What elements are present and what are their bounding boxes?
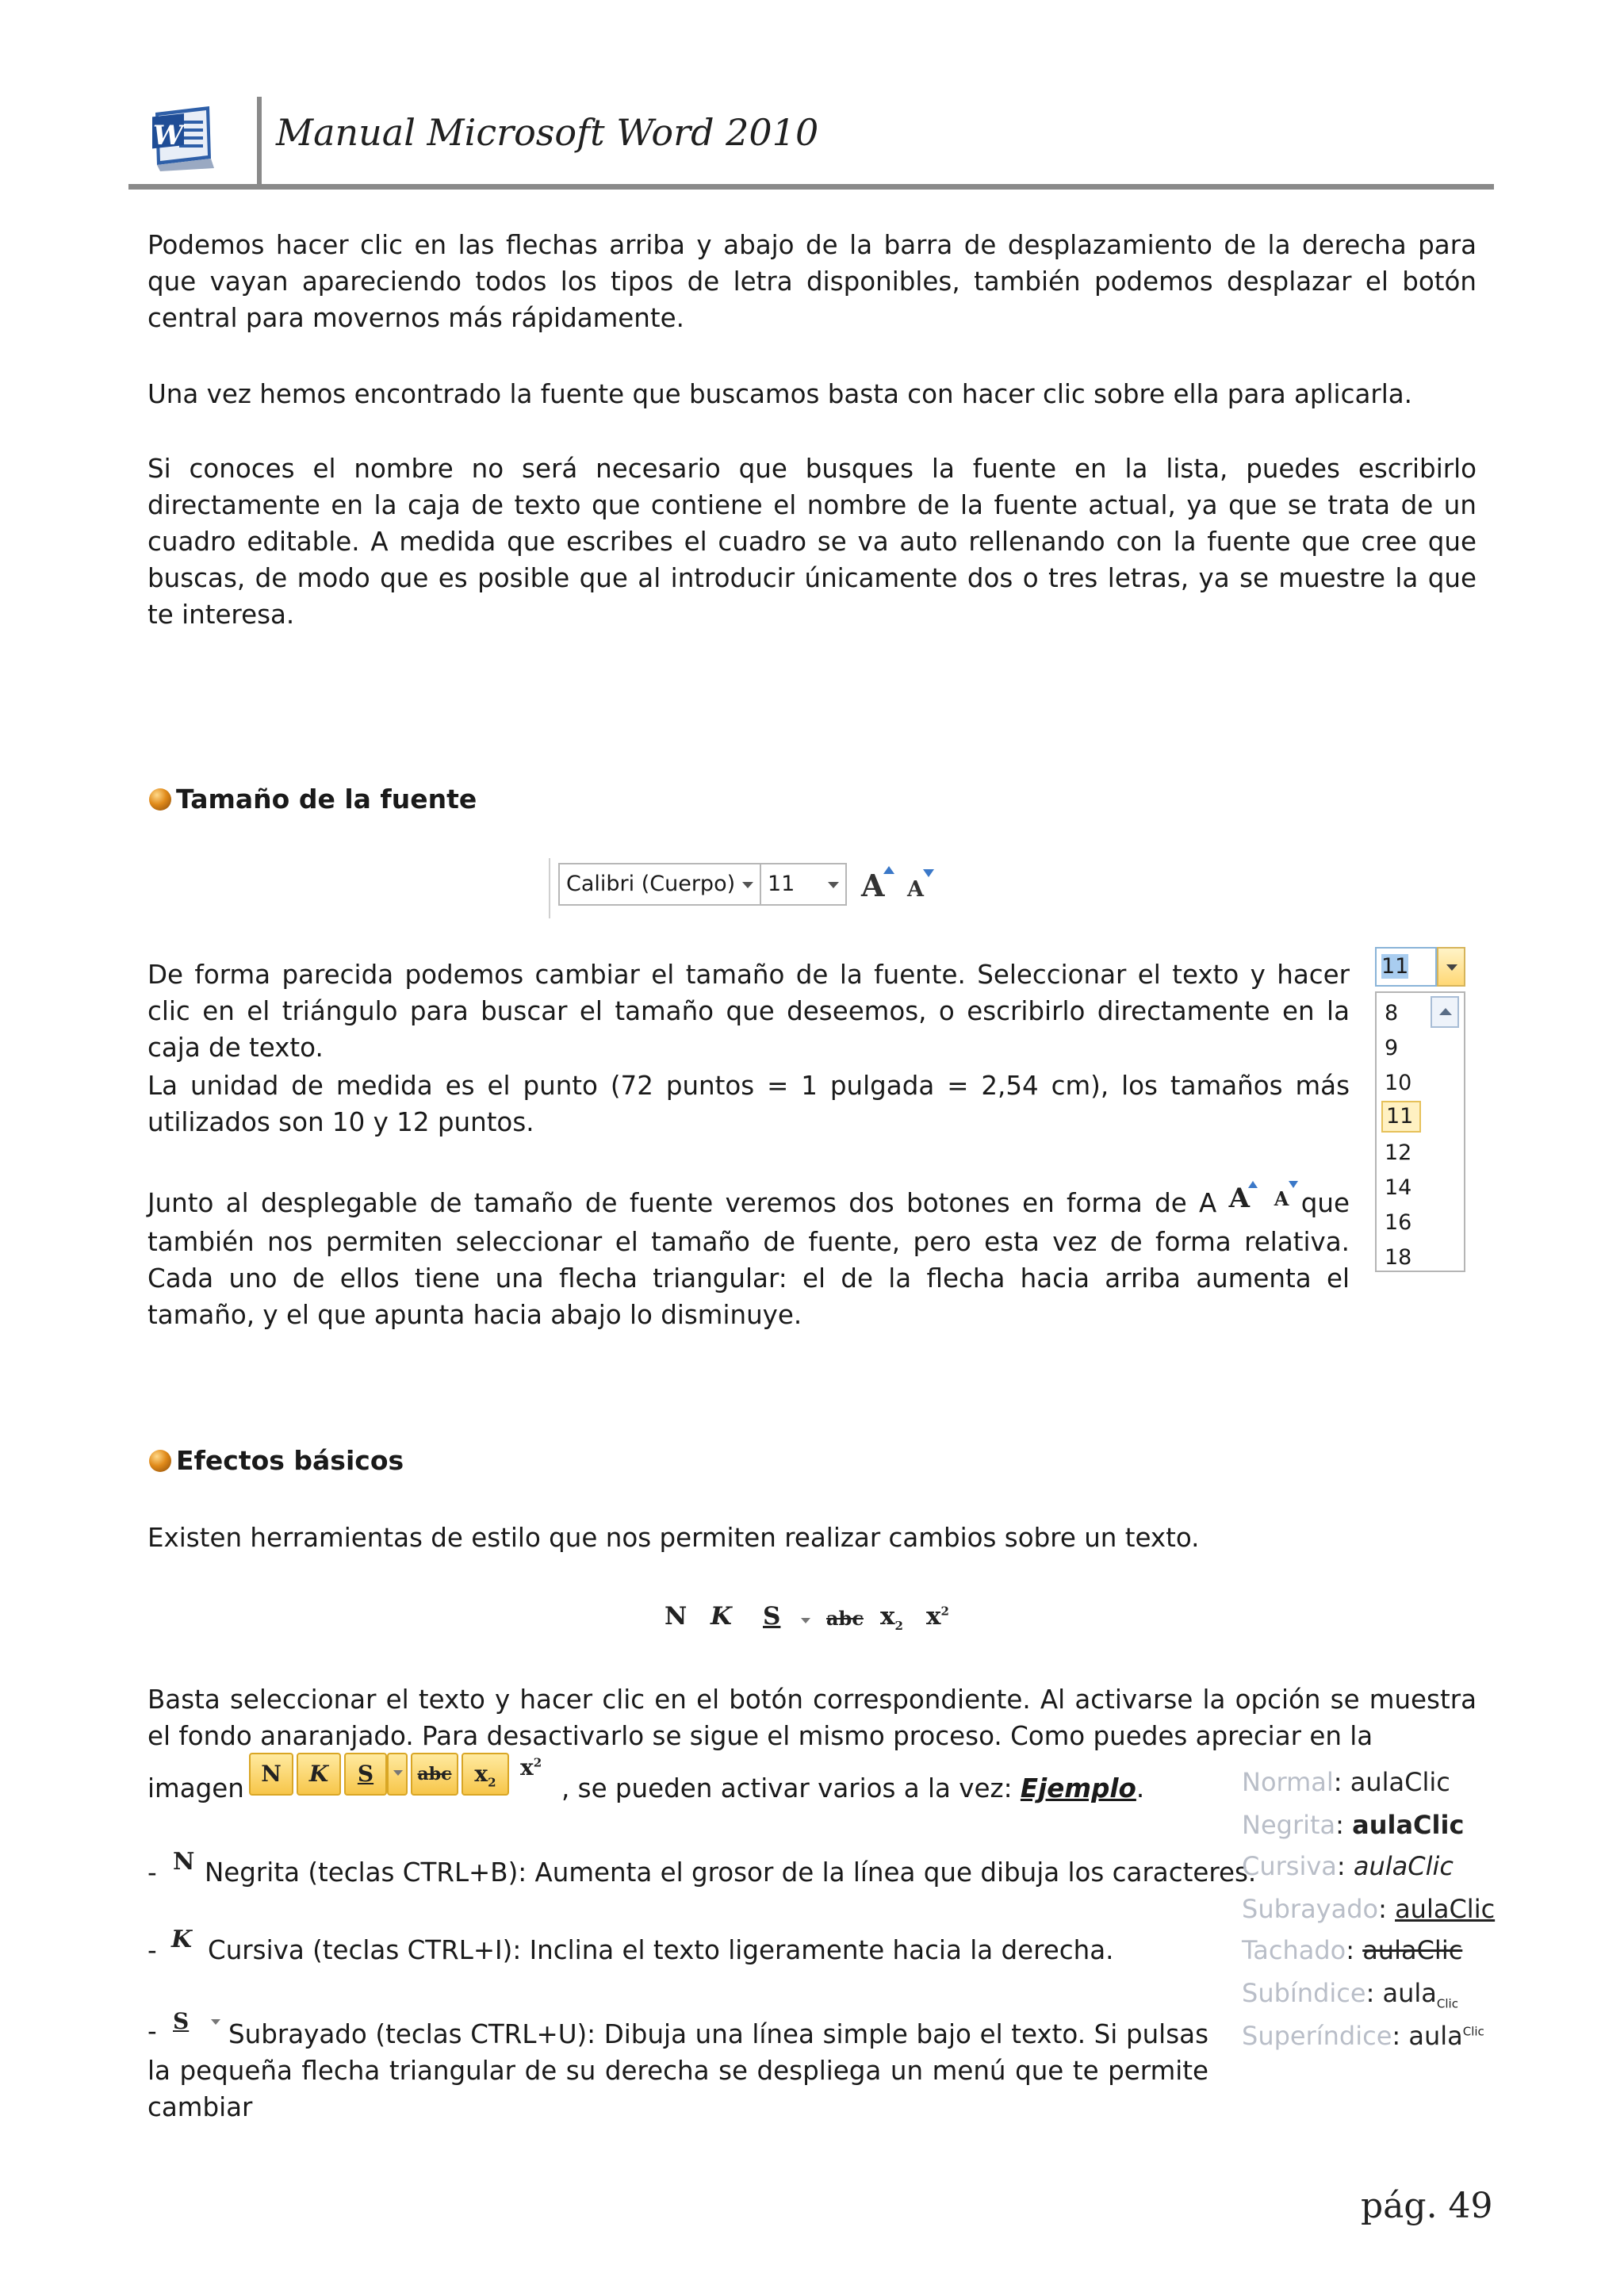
example-label: Normal xyxy=(1242,1767,1334,1797)
chevron-down-icon[interactable] xyxy=(742,882,753,888)
font-size-toolbar xyxy=(558,863,944,910)
example-sep: : xyxy=(1392,2021,1401,2051)
strikethrough-button[interactable]: abc xyxy=(826,1607,864,1630)
example-label: Tachado xyxy=(1242,1935,1346,1965)
example-italic xyxy=(1242,1851,1454,1881)
size-section-heading: Tamaño de la fuente xyxy=(176,784,477,815)
imagen-word: imagen xyxy=(147,1773,244,1803)
subscript-x: x xyxy=(880,1602,895,1631)
example-label: Subíndice xyxy=(1242,1978,1366,2008)
scroll-up-icon[interactable] xyxy=(1431,996,1459,1028)
intro-paragraph-2: Una vez hemos encontrado la fuente que buscamos basta con hacer clic sobre ella para aplicarla. xyxy=(147,379,1412,409)
logo-letter: W xyxy=(152,120,184,151)
example-value: aulaClic xyxy=(1395,1894,1496,1924)
subscript-button-active[interactable] xyxy=(462,1753,509,1796)
example-sep: : xyxy=(1335,1810,1344,1840)
size-list-panel xyxy=(1375,991,1465,1272)
chevron-down-icon[interactable] xyxy=(801,1618,810,1623)
strikethrough-button-active[interactable]: abc xyxy=(411,1753,458,1796)
size-p3-after: que también nos permiten seleccionar el tamaño de fuente, pero esta vez de forma relativa. Cada uno de ellos tiene una flecha triangular: el de la flecha hacia arriba aumenta el tamaño, y el que apunta hacia abajo lo disminuye. xyxy=(147,1188,1350,1330)
arrow-down-icon xyxy=(923,869,934,879)
size-p3-before: Junto al desplegable de tamaño de fuente veremos dos botones en forma de A xyxy=(147,1188,1217,1218)
size-paragraph-1: De forma parecida podemos cambiar el tamaño de la fuente. Seleccionar el texto y hacer clic en el triángulo para buscar el tamaño que deseemos, o escribirlo directamente en la caja de texto. xyxy=(147,960,1350,1063)
header-divider xyxy=(257,97,262,186)
size-option[interactable]: 14 xyxy=(1385,1175,1412,1200)
word-logo-icon xyxy=(147,102,224,171)
superscript-button[interactable] xyxy=(926,1602,949,1631)
example-value: aulaClic xyxy=(1353,1851,1454,1881)
italic-button-active[interactable]: K xyxy=(297,1753,341,1796)
shrink-font-icon xyxy=(1274,1187,1289,1210)
size-option[interactable]: 8 xyxy=(1385,1001,1399,1025)
example-label: Negrita xyxy=(1242,1810,1336,1840)
example-underline xyxy=(1242,1894,1495,1924)
size-paragraph-2: La unidad de medida es el punto (72 puntos = 1 pulgada = 2,54 cm), los tamaños más utilizados son 10 y 12 puntos. xyxy=(147,1071,1350,1137)
intro-paragraph-3: Si conoces el nombre no será necesario que busques la fuente en la lista, puedes escribirlo directamente en la caja de texto que contiene el nombre de la fuente actual, ya que se trata de un cuadro editable. A medida que escribes el cuadro se va auto rellenando con la fuente que cree que buscas, de modo que es posible que al introducir únicamente dos o tres letras, ya se muestre la que te interesa. xyxy=(147,454,1477,630)
size-paragraph-3 xyxy=(147,1182,1350,1333)
bullet-icon xyxy=(149,788,171,811)
effects-p2-end: . xyxy=(1136,1773,1145,1803)
example-script: Clic xyxy=(1462,2024,1484,2039)
example-value: aulaClic xyxy=(1362,1935,1463,1965)
example-normal xyxy=(1242,1767,1450,1797)
effects-section-heading: Efectos básicos xyxy=(176,1445,404,1476)
italic-icon: K xyxy=(171,1926,193,1953)
inline-grow-letter: A xyxy=(1228,1182,1251,1214)
size-option[interactable]: 16 xyxy=(1385,1210,1412,1235)
example-sep: : xyxy=(1336,1851,1346,1881)
grow-font-icon xyxy=(1229,1182,1250,1214)
font-size-dropdown[interactable] xyxy=(760,863,847,906)
italic-item-prefix: - xyxy=(147,1935,157,1965)
size-list-input[interactable] xyxy=(1375,947,1437,987)
italic-button[interactable]: K xyxy=(710,1602,732,1631)
underline-dropdown-active[interactable] xyxy=(387,1753,408,1796)
size-list-value: 11 xyxy=(1381,954,1409,979)
subscript-x: x xyxy=(474,1761,488,1787)
size-option[interactable]: 10 xyxy=(1385,1071,1412,1095)
bullet-icon xyxy=(149,1450,171,1472)
superscript-x: x xyxy=(520,1754,534,1780)
font-size-list xyxy=(1375,947,1465,1272)
size-option-selected[interactable]: 11 xyxy=(1381,1101,1421,1133)
underline-button[interactable]: S xyxy=(763,1602,781,1631)
underline-icon: S xyxy=(173,2008,190,2034)
superscript-x: x xyxy=(926,1602,941,1631)
page-number: pág. 49 xyxy=(1361,2186,1493,2226)
example-sep: : xyxy=(1378,1894,1387,1924)
effects-paragraph-2: Basta seleccionar el texto y hacer clic en el botón correspondiente. Al activarse la opción se muestra el fondo anaranjado. Para desactivarlo se sigue el mismo proceso. Como puedes apreciar en la xyxy=(147,1685,1477,1751)
subscript-mark: 2 xyxy=(894,1619,903,1634)
underline-item-text: Subrayado (teclas CTRL+U): Dibuja una línea simple bajo el texto. Si pulsas la pequeña flecha triangular de su derecha se despliega un menú que te permite cambiar xyxy=(147,2019,1208,2122)
example-value: aulaClic xyxy=(1350,1767,1450,1797)
effects-paragraph-1: Existen herramientas de estilo que nos permiten realizar cambios sobre un texto. xyxy=(147,1523,1200,1553)
bold-button-active[interactable]: N xyxy=(249,1753,293,1796)
example-value: aulaClic xyxy=(1352,1810,1465,1840)
superscript-mark: 2 xyxy=(940,1604,949,1619)
bold-item-text: Negrita (teclas CTRL+B): Aumenta el grosor de la línea que dibuja los caracteres. xyxy=(205,1857,1257,1888)
example-sep: : xyxy=(1333,1767,1342,1797)
example-label: Cursiva xyxy=(1242,1851,1337,1881)
example-bold xyxy=(1242,1810,1464,1840)
font-size-value: 11 xyxy=(768,872,795,896)
chevron-down-icon[interactable] xyxy=(828,882,839,888)
example-value: aula xyxy=(1382,1978,1437,2008)
example-subscript xyxy=(1242,1978,1458,2010)
toolbar-separator xyxy=(549,858,550,918)
superscript-button[interactable] xyxy=(520,1754,542,1780)
grow-font-icon: A xyxy=(861,868,885,903)
chevron-down-icon xyxy=(393,1770,403,1776)
underline-item-prefix: - xyxy=(147,2016,157,2046)
example-label: Superíndice xyxy=(1242,2021,1392,2051)
arrow-up-icon xyxy=(883,866,894,876)
bold-item-prefix: - xyxy=(147,1857,157,1888)
bold-icon: N xyxy=(173,1848,195,1876)
inline-shrink-letter: A xyxy=(1274,1187,1289,1210)
example-sep: : xyxy=(1365,1978,1375,2008)
italic-item-text: Cursiva (teclas CTRL+I): Inclina el texto ligeramente hacia la derecha. xyxy=(208,1935,1114,1965)
example-sep: : xyxy=(1346,1935,1355,1965)
example-label: Subrayado xyxy=(1242,1894,1379,1924)
example-value: aula xyxy=(1408,2021,1463,2051)
subscript-button[interactable] xyxy=(880,1602,903,1633)
example-link[interactable]: Ejemplo xyxy=(1020,1773,1136,1803)
shrink-font-button[interactable] xyxy=(907,877,924,902)
font-name-value: Calibri (Cuerpo) xyxy=(566,872,736,896)
size-option[interactable]: 18 xyxy=(1385,1245,1412,1270)
subscript-mark: 2 xyxy=(488,1775,496,1790)
size-list-dropdown-button[interactable] xyxy=(1437,947,1465,987)
font-name-dropdown[interactable] xyxy=(558,863,761,906)
example-script: Clic xyxy=(1436,1996,1458,2011)
example-strike xyxy=(1242,1935,1462,1965)
bold-button[interactable]: N xyxy=(665,1602,688,1631)
effects-p2-after xyxy=(561,1773,1144,1803)
example-superscript xyxy=(1242,2021,1484,2051)
header-rule xyxy=(128,184,1494,190)
grow-font-button[interactable] xyxy=(861,868,884,903)
intro-paragraph-1: Podemos hacer clic en las flechas arriba y abajo de la barra de desplazamiento de la derecha para que vayan apareciendo todos los tipos de letra disponibles, también podemos desplazar el botón central para movernos más rápidamente. xyxy=(147,230,1477,333)
header-title: Manual Microsoft Word 2010 xyxy=(276,111,819,154)
underline-button-active[interactable]: S xyxy=(344,1753,387,1796)
effects-p2-after-text: , se pueden activar varios a la vez: xyxy=(561,1773,1013,1803)
size-option[interactable]: 9 xyxy=(1385,1036,1399,1060)
size-option[interactable]: 12 xyxy=(1385,1140,1412,1165)
shrink-font-icon: A xyxy=(907,877,924,902)
superscript-mark: 2 xyxy=(533,1755,542,1770)
